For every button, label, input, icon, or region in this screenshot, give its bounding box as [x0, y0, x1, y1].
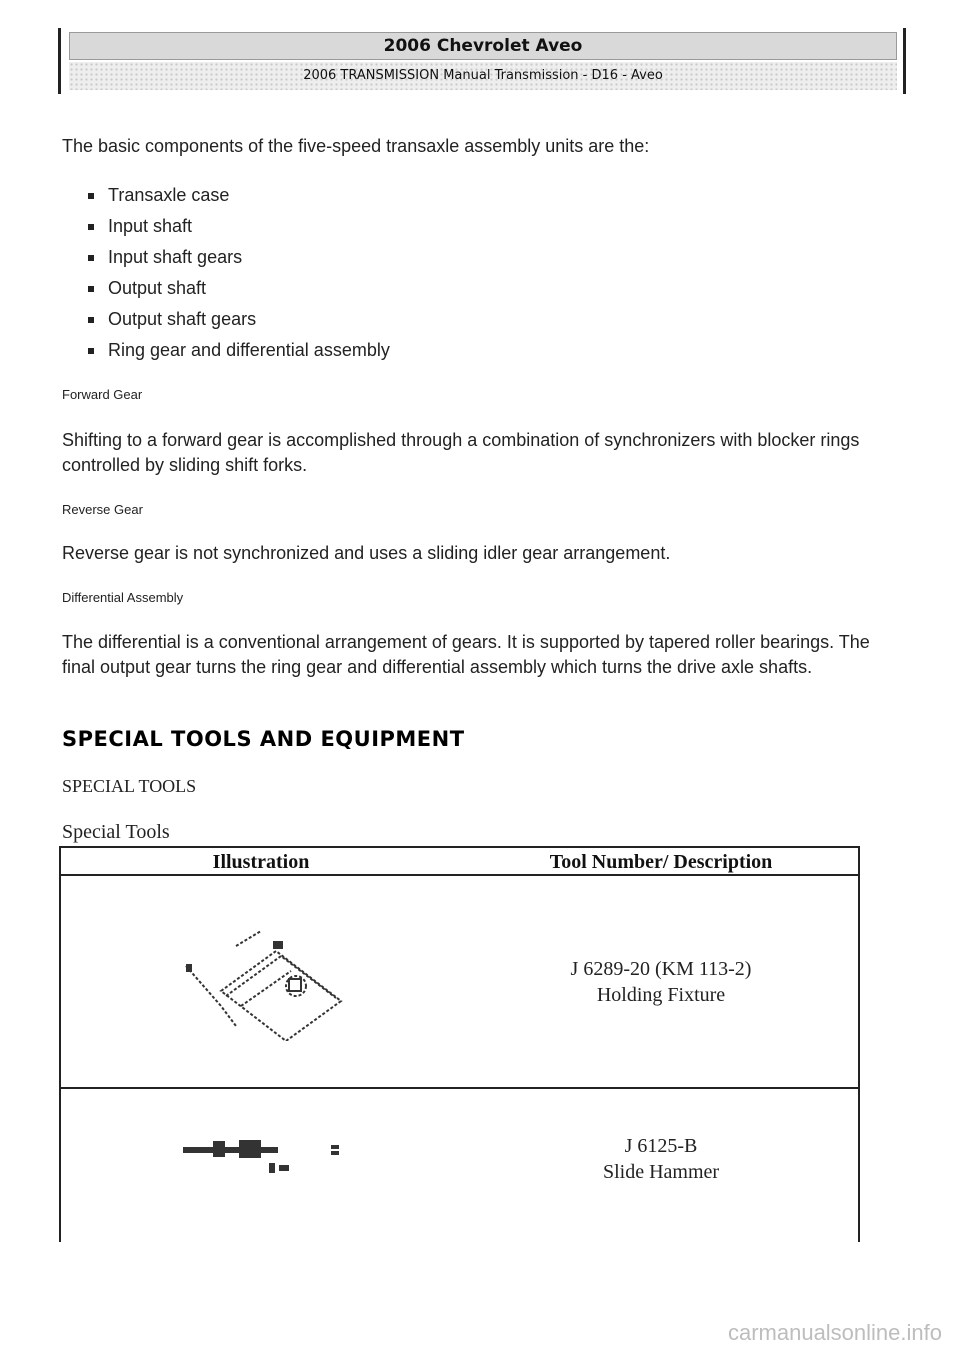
reverse-gear-heading: Reverse Gear — [62, 502, 143, 517]
site-watermark: carmanualsonline.info — [727, 1320, 942, 1345]
forward-gear-text: Shifting to a forward gear is accomplished through a combination of synchronizers with blocker rings controlled by sliding shift forks. — [62, 430, 860, 475]
tool-description: Holding Fixture — [596, 984, 726, 1006]
table-caption: Special Tools — [62, 821, 170, 843]
list-item: Ring gear and differential assembly — [88, 335, 390, 366]
slide-hammer-icon — [181, 1135, 351, 1175]
document-subtitle: 2006 TRANSMISSION Manual Transmission - D16 - Aveo — [69, 62, 897, 90]
tool-number: J 6289-20 (KM 113-2) — [570, 958, 752, 980]
document-header — [58, 28, 906, 94]
holding-fixture-icon — [181, 926, 351, 1041]
special-tools-table — [59, 846, 860, 1242]
intro-text: The basic components of the five-speed transaxle assembly units are the: — [62, 136, 650, 156]
tool-number: J 6125-B — [624, 1135, 698, 1157]
special-tools-subtitle: SPECIAL TOOLS — [62, 776, 197, 796]
reverse-gear-text: Reverse gear is not synchronized and uses a sliding idler gear arrangement. — [62, 543, 671, 563]
table-header-row — [61, 848, 858, 876]
list-item: Input shaft gears — [88, 242, 390, 273]
section-title: SPECIAL TOOLS AND EQUIPMENT — [62, 727, 465, 751]
components-list — [88, 180, 390, 366]
list-item: Input shaft — [88, 211, 390, 242]
forward-gear-heading: Forward Gear — [62, 387, 143, 402]
differential-heading: Differential Assembly — [62, 590, 184, 605]
list-item: Transaxle case — [88, 180, 390, 211]
column-header-illustration: Illustration — [212, 851, 310, 873]
table-row — [61, 1089, 858, 1244]
list-item: Output shaft — [88, 273, 390, 304]
vehicle-title: 2006 Chevrolet Aveo — [69, 32, 897, 60]
list-item: Output shaft gears — [88, 304, 390, 335]
column-header-tool: Tool Number/ Description — [549, 851, 773, 873]
differential-text: The differential is a conventional arrangement of gears. It is supported by tapered roller bearings. The final output gear turns the ring gear and differential assembly which turns the drive axle shafts. — [62, 632, 870, 677]
table-row — [61, 876, 858, 1089]
tool-description: Slide Hammer — [602, 1161, 720, 1183]
